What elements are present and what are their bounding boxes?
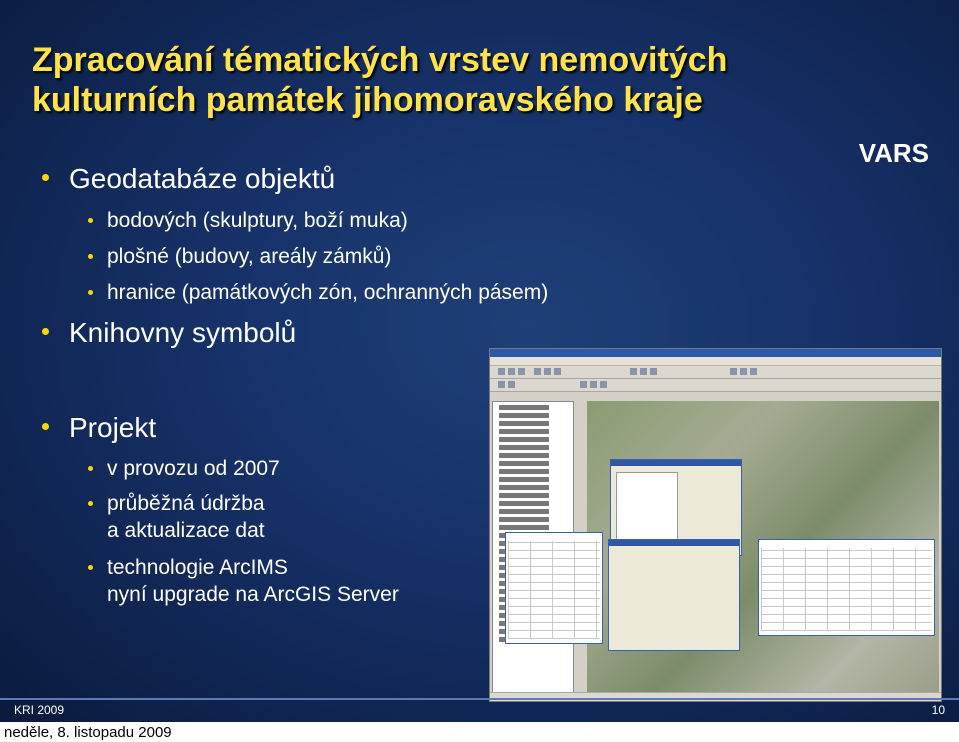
footer-left: KRI 2009 xyxy=(14,703,65,717)
arcmap-screenshot xyxy=(489,348,942,702)
sub-bullet-text: technologie ArcIMS xyxy=(107,556,288,579)
sub-bullet xyxy=(88,455,280,482)
sub-bullet-text: hranice (památkových zón, ochranných pásem) xyxy=(107,281,549,304)
attribute-table-window xyxy=(505,532,603,644)
sub-bullet-text: a aktualizace dat xyxy=(107,519,265,542)
bullet-project xyxy=(42,412,156,444)
sub-bullet xyxy=(88,243,391,270)
sub-bullet-text: v provozu od 2007 xyxy=(107,457,280,480)
page-number: 10 xyxy=(931,703,945,717)
footer-divider xyxy=(0,698,959,700)
sub-bullet xyxy=(88,279,548,306)
sub-bullet-text: plošné (budovy, areály zámků) xyxy=(107,245,392,268)
sub-bullet-text: nyní upgrade na ArcGIS Server xyxy=(107,583,399,606)
bullet-dot-icon xyxy=(42,328,49,335)
bullet-symbol-libraries xyxy=(42,317,296,349)
vars-logo: VARS xyxy=(858,138,929,168)
slide-title xyxy=(32,40,727,120)
attribute-table-window-2 xyxy=(758,539,935,636)
sub-bullet-text: bodových (skulptury, boží muka) xyxy=(107,209,408,232)
screenshot-toolbar-2 xyxy=(490,379,941,392)
bullet-text: Knihovny symbolů xyxy=(69,317,297,348)
bullet-dot-icon xyxy=(88,501,93,506)
screenshot-toolbar xyxy=(490,366,941,379)
bullet-dot-icon xyxy=(88,254,93,259)
sub-bullet xyxy=(88,554,399,608)
bullet-dot-icon xyxy=(42,423,49,430)
bullet-dot-icon xyxy=(42,174,49,181)
bullet-dot-icon xyxy=(88,290,93,295)
screenshot-titlebar xyxy=(490,349,941,357)
bullet-text: Projekt xyxy=(69,412,157,443)
expression-dialog xyxy=(608,539,740,651)
screenshot-menubar xyxy=(490,357,941,366)
bullet-dot-icon xyxy=(88,218,93,223)
sub-bullet-text: průběžná údržba xyxy=(107,492,265,515)
bullet-geodatabase xyxy=(42,163,335,195)
sub-bullet xyxy=(88,207,408,234)
bullet-dot-icon xyxy=(88,466,93,471)
title-line-1: Zpracování tématických vrstev nemovitých xyxy=(32,41,728,79)
title-line-2: kulturních památek jihomoravského kraje xyxy=(32,81,703,119)
bullet-dot-icon xyxy=(88,565,93,570)
date-caption: neděle, 8. listopadu 2009 xyxy=(4,724,172,741)
sub-bullet xyxy=(88,490,265,544)
bullet-text: Geodatabáze objektů xyxy=(69,163,336,194)
